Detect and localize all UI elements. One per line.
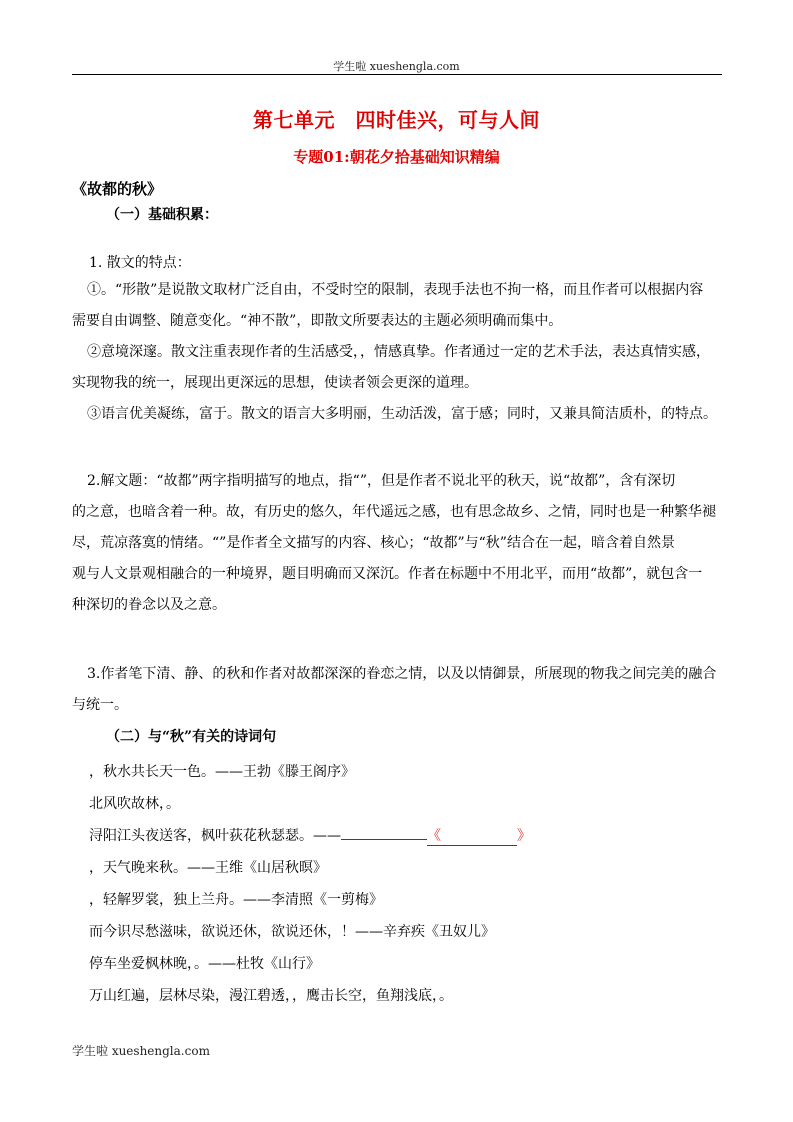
item2-line1: 2.解文题：“故都”两字指明描写的地点，指“”，但是作者不说北平的秋天，说“故都”，含有深切 <box>87 473 676 489</box>
header-site-text: 学生啦 xueshengla.com <box>333 60 460 73</box>
item2-line3: 尽，荒凉落寞的情绪。“”是作者全文描写的内容、核心；“故都”与“秋”结合在一起，暗含着自然景 <box>72 535 675 551</box>
part2-heading: （二）与“秋”有关的诗词句 <box>106 729 277 745</box>
footer-site-text: 学生啦 xueshengla.com <box>72 1044 210 1058</box>
answer-blank-author <box>341 839 427 840</box>
poem-line-7: 停车坐爱枫林晚，。——杜牧《山行》 <box>89 956 320 972</box>
header-divider <box>72 74 722 75</box>
item1-p3-line1: ③语言优美凝练，富于。散文的语言大多明丽，生动活泼，富于感；同时，又兼具简洁质朴，的特点。 <box>87 406 717 422</box>
poem-line-8: 万山红遍，层林尽染，漫江碧透，，鹰击长空，鱼翔浅底，。 <box>89 988 453 1004</box>
poem-line-3-text: 浔阳江头夜送客，枫叶荻花秋瑟瑟。—— <box>89 828 341 844</box>
page-subtitle: 专题01:朝花夕拾基础知识精编 <box>293 148 500 166</box>
poem-line-4: ，天气晚来秋。——王维《山居秋暝》 <box>89 860 327 876</box>
item1-label: 1. 散文的特点： <box>89 255 191 271</box>
item1-p1-line1: ①。“形散”是说散文取材广泛自由，不受时空的限制，表现手法也不拘一格，而且作者可以根据内容 <box>87 282 704 298</box>
part1-heading: （一）基础积累： <box>106 207 218 223</box>
page-title: 第七单元 四时佳兴，可与人间 <box>253 108 540 132</box>
item2-paragraph <box>72 466 724 621</box>
item1-p1-line2: 需要自由调整、随意变化。“神不散”，即散文所要表达的主题必须明确而集中。 <box>72 313 563 329</box>
book-title-close: 》 <box>517 828 531 844</box>
poem-line-3 <box>89 825 531 846</box>
item3-paragraph <box>72 659 724 721</box>
item1-p2-line1: ②意境深邃。散文注重表现作者的生活感受，，情感真挚。作者通过一定的艺术手法，表达真情实感， <box>87 344 710 360</box>
poem-line-2: 北风吹故林，。 <box>89 796 180 812</box>
item2-line5: 种深切的眷念以及之意。 <box>72 597 226 613</box>
item3-line2: 与统一。 <box>72 697 128 713</box>
item1-p2-line2: 实现物我的统一，展现出更深远的思想，使读者领会更深的道理。 <box>72 375 478 391</box>
answer-blank-title <box>427 825 517 846</box>
item2-line2: 的之意，也暗含着一种。故，有历史的悠久，年代遥远之感，也有思念故乡、之情，同时也是一种繁华褪 <box>72 504 716 520</box>
item3-line1: 3.作者笔下清、静、的秋和作者对故都深深的眷恋之情，以及以情御景，所展现的物我之间完美的融合 <box>87 666 717 682</box>
poem-line-5: ，轻解罗裳，独上兰舟。——李清照《一剪梅》 <box>89 892 383 908</box>
book-title-open: 《 <box>427 828 441 844</box>
item1-paragraph <box>72 275 724 430</box>
poem-line-6: 而今识尽愁滋味，欲说还休，欲说还休，！——辛弃疾《丑奴儿》 <box>89 924 495 940</box>
section-title: 《故都的秋》 <box>72 180 163 198</box>
item2-line4: 观与人文景观相融合的一种境界，题目明确而又深沉。作者在标题中不用北平，而用“故都”，就包含一 <box>72 566 703 582</box>
poem-line-1: ，秋水共长天一色。——王勃《滕王阁序》 <box>89 764 355 780</box>
